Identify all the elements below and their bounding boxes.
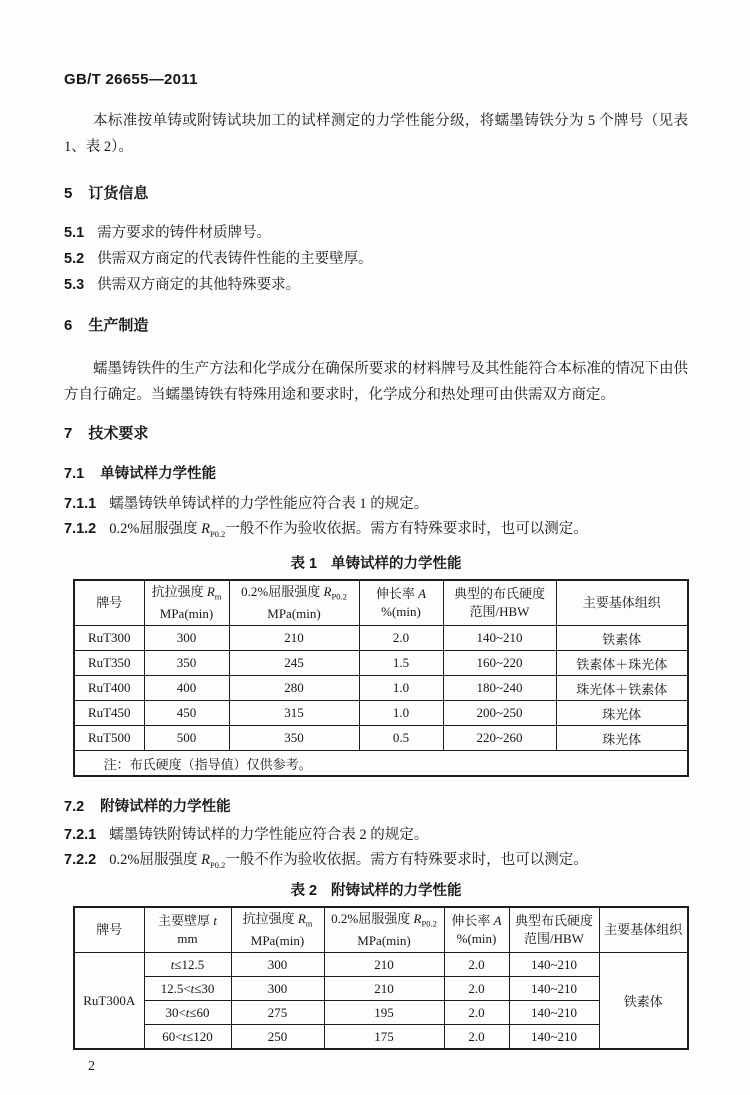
table1-header-hardness: 典型的布氏硬度 范围/HBW	[443, 580, 556, 626]
cell-thickness: 12.5<t≤30	[144, 977, 231, 1001]
clause-5-3: 5.3 供需双方商定的其他特殊要求。	[64, 277, 301, 293]
cell-matrix: 珠光体	[556, 726, 688, 751]
table2-header-tensile: 抗拉强度 $R_m$ MPa(min)	[231, 907, 324, 953]
table-row	[74, 977, 688, 1001]
clause-5-1: 5.1 需方要求的铸件材质牌号。	[64, 225, 272, 241]
cell-yield: 245	[229, 651, 359, 676]
cell-brand: RuT500	[74, 726, 144, 751]
section-7-2-heading	[64, 795, 688, 819]
cell-elongation: 2.0	[444, 1025, 509, 1049]
cell-hardness: 180~240	[443, 676, 556, 701]
cell-brand: RuT300	[74, 626, 144, 651]
cell-thickness: 30<t≤60	[144, 1001, 231, 1025]
table-2-caption: 表 2 附铸试样的力学性能	[290, 882, 462, 899]
cell-brand: RuT300A	[74, 953, 144, 1049]
table-1-caption: 表 1 单铸试样的力学性能	[290, 555, 462, 572]
table1-header-yield: 0.2%屈服强度 $R_{P0.2}$ MPa(min)	[229, 580, 359, 626]
table2-header-elongation: 伸长率 A %(min)	[444, 907, 509, 953]
cell-matrix: 珠光体	[556, 701, 688, 726]
table-row	[74, 676, 688, 701]
table1-header-brand: 牌号	[74, 580, 144, 626]
section-number: 5	[64, 185, 73, 202]
cell-tensile: 500	[144, 726, 229, 751]
cell-elongation: 2.0	[444, 953, 509, 977]
table-note-row	[74, 751, 688, 776]
table2-header-hardness: 典型布氏硬度 范围/HBW	[509, 907, 599, 953]
table-header-row	[74, 580, 688, 626]
cell-yield: 280	[229, 676, 359, 701]
section-title: 技术要求	[88, 425, 149, 442]
table-row	[74, 626, 688, 651]
cell-brand: RuT450	[74, 701, 144, 726]
cell-matrix: 珠光体＋铁素体	[556, 676, 688, 701]
cell-tensile: 400	[144, 676, 229, 701]
cell-matrix: 铁素体	[599, 953, 688, 1049]
cell-elongation: 2.0	[444, 977, 509, 1001]
table-1	[73, 579, 689, 777]
cell-hardness: 140~210	[443, 626, 556, 651]
cell-elongation: 2.0	[444, 1001, 509, 1025]
section-7-1-heading	[64, 462, 688, 486]
cell-tensile: 300	[231, 953, 324, 977]
cell-tensile: 300	[231, 977, 324, 1001]
cell-elongation: 1.0	[359, 701, 443, 726]
page-number: 2	[88, 1058, 95, 1074]
table-row	[74, 1025, 688, 1049]
section-title: 订货信息	[88, 185, 149, 202]
cell-matrix: 铁素体＋珠光体	[556, 651, 688, 676]
table-row	[74, 701, 688, 726]
section-title: 生产制造	[88, 317, 149, 334]
cell-yield: 350	[229, 726, 359, 751]
clause-5-2: 5.2 供需双方商定的代表铸件性能的主要壁厚。	[64, 251, 373, 267]
section-5-heading	[64, 182, 688, 206]
cell-elongation: 1.0	[359, 676, 443, 701]
section-6-paragraph: 蠕墨铸铁件的生产方法和化学成分在确保所要求的材料牌号及其性能符合本标准的情况下由供方自行确定。当蠕墨铸铁有特殊用途和要求时，化学成分和热处理可由供需双方商定。	[64, 361, 688, 403]
table-row	[74, 726, 688, 751]
clause-7-2-1: 7.2.1 蠕墨铸铁附铸试样的力学性能应符合表 2 的规定。	[64, 826, 429, 843]
table1-header-tensile: 抗拉强度 $R_m$ MPa(min)	[144, 580, 229, 626]
section-number: 6	[64, 317, 73, 334]
cell-tensile: 350	[144, 651, 229, 676]
cell-tensile: 450	[144, 701, 229, 726]
cell-elongation: 0.5	[359, 726, 443, 751]
doc-code: GB/T 26655—2011	[64, 71, 198, 88]
cell-tensile: 275	[231, 1001, 324, 1025]
cell-elongation: 1.5	[359, 651, 443, 676]
section-number: 7	[64, 425, 73, 442]
cell-matrix: 铁素体	[556, 626, 688, 651]
cell-yield: 195	[324, 1001, 444, 1025]
clause-7-1-2: 7.1.2 0.2%屈服强度 $R_{P0.2}$一般不作为验收依据。需方有特殊要求时，也可以测定。	[64, 521, 588, 539]
cell-hardness: 160~220	[443, 651, 556, 676]
cell-hardness: 140~210	[509, 953, 599, 977]
clause-7-1-1: 7.1.1 蠕墨铸铁单铸试样的力学性能应符合表 1 的规定。	[64, 496, 429, 512]
table-row	[74, 651, 688, 676]
section-title: 附铸试样的力学性能	[100, 798, 231, 815]
table1-header-matrix: 主要基体组织	[556, 580, 688, 626]
cell-brand: RuT350	[74, 651, 144, 676]
section-5-clauses	[64, 220, 688, 298]
table2-header-brand: 牌号	[74, 907, 144, 953]
cell-yield: 210	[324, 953, 444, 977]
cell-thickness: t≤12.5	[144, 953, 231, 977]
table-1-note: 注：布氏硬度（指导值）仅供参考。	[74, 751, 688, 776]
table-header-row	[74, 907, 688, 953]
cell-yield: 315	[229, 701, 359, 726]
table-row	[74, 1001, 688, 1025]
section-number: 7.1	[64, 466, 85, 482]
clause-7-2-2: 7.2.2 0.2%屈服强度 $R_{P0.2}$一般不作为验收依据。需方有特殊要求时，也可以测定。	[64, 851, 588, 870]
table2-header-yield: 0.2%屈服强度 $R_{P0.2}$ MPa(min)	[324, 907, 444, 953]
table-2	[73, 906, 689, 1050]
section-number: 7.2	[64, 798, 85, 815]
table1-header-elongation: 伸长率 A %(min)	[359, 580, 443, 626]
section-6-heading	[64, 314, 688, 338]
cell-yield: 210	[229, 626, 359, 651]
intro-paragraph: 本标准按单铸或附铸试块加工的试样测定的力学性能分级，将蠕墨铸铁分为 5 个牌号（见表 1、表 2）。	[64, 113, 688, 155]
cell-hardness: 140~210	[509, 1025, 599, 1049]
section-title: 单铸试样力学性能	[100, 466, 217, 482]
cell-tensile: 300	[144, 626, 229, 651]
cell-hardness: 200~250	[443, 701, 556, 726]
section-7-heading	[64, 422, 688, 446]
cell-hardness: 140~210	[509, 1001, 599, 1025]
cell-elongation: 2.0	[359, 626, 443, 651]
table-row	[74, 953, 688, 977]
cell-brand: RuT400	[74, 676, 144, 701]
cell-hardness: 220~260	[443, 726, 556, 751]
cell-yield: 210	[324, 977, 444, 1001]
cell-hardness: 140~210	[509, 977, 599, 1001]
cell-tensile: 250	[231, 1025, 324, 1049]
cell-thickness: 60<t≤120	[144, 1025, 231, 1049]
table2-header-thickness: 主要壁厚 t mm	[144, 907, 231, 953]
table2-header-matrix: 主要基体组织	[599, 907, 688, 953]
cell-yield: 175	[324, 1025, 444, 1049]
